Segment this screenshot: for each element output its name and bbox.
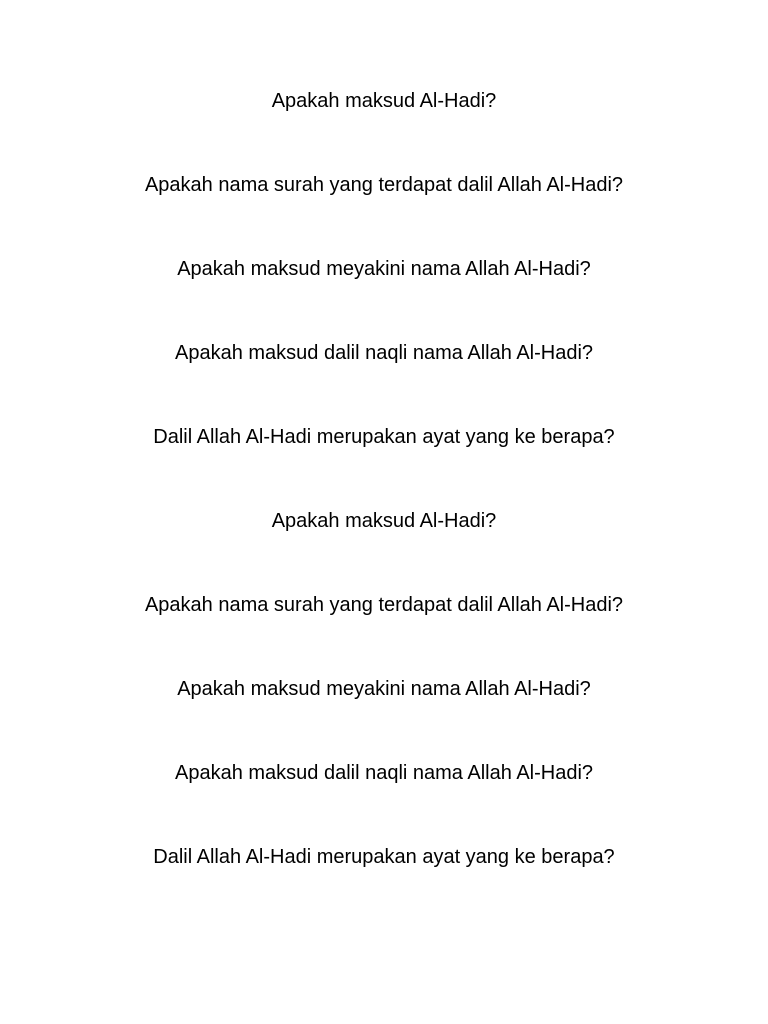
question-text: Apakah maksud dalil naqli nama Allah Al-Hadi?	[174, 762, 594, 784]
question-text: Apakah nama surah yang terdapat dalil Allah Al-Hadi?	[144, 594, 624, 616]
question-text: Apakah maksud dalil naqli nama Allah Al-Hadi?	[174, 342, 594, 364]
question-text: Dalil Allah Al-Hadi merupakan ayat yang ke berapa?	[153, 426, 615, 448]
question-text: Apakah maksud meyakini nama Allah Al-Hadi?	[177, 678, 591, 700]
question-text: Apakah nama surah yang terdapat dalil Allah Al-Hadi?	[144, 174, 624, 196]
question-text: Apakah maksud Al-Hadi?	[271, 510, 497, 532]
question-text: Apakah maksud meyakini nama Allah Al-Hadi?	[177, 258, 591, 280]
question-text: Apakah maksud Al-Hadi?	[271, 90, 497, 112]
question-text: Dalil Allah Al-Hadi merupakan ayat yang ke berapa?	[153, 846, 615, 868]
